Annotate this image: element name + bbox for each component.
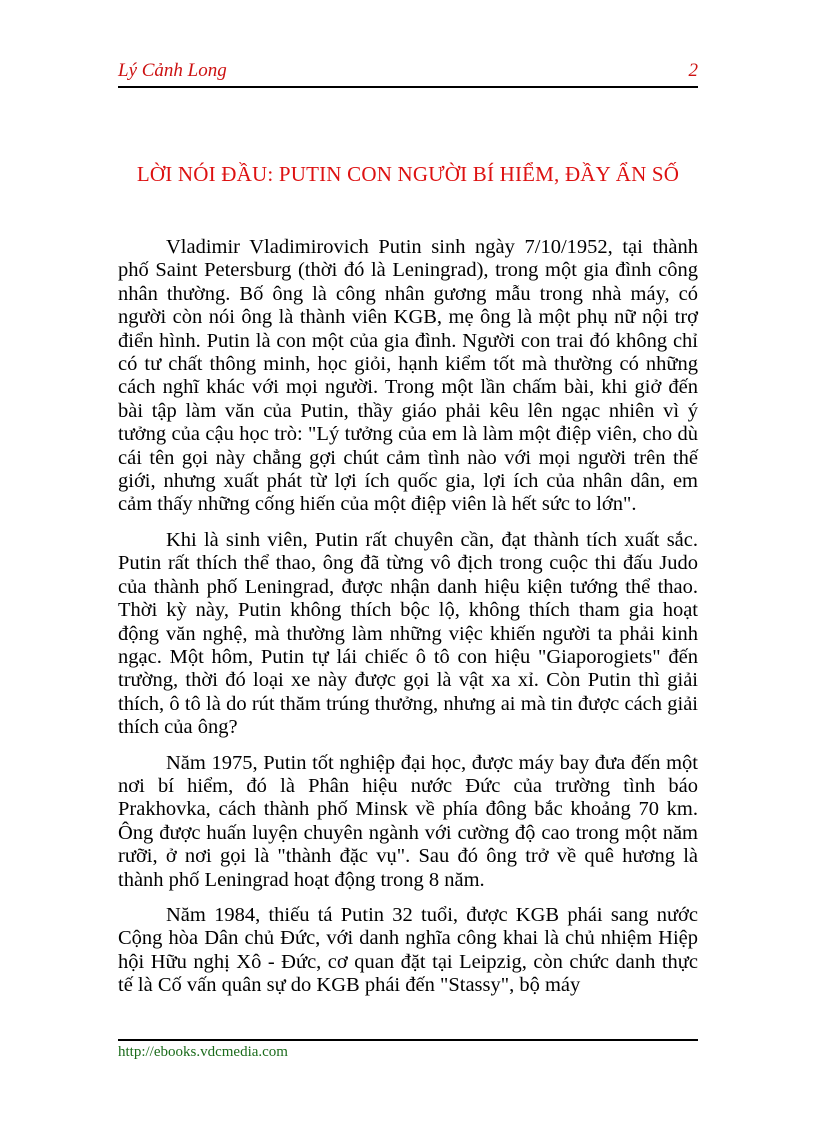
page-number: 2 (688, 60, 698, 81)
paragraph: Năm 1975, Putin tốt nghiệp đại học, được máy bay đưa đến một nơi bí hiểm, đó là Phân hiệu nước Đức của trường tình báo Prakhovka, cách thành phố Minsk về phía đông bắc khoảng 70 km. Ông được huấn luyện chuyên ngành với cường độ cao trong một năm rưỡi, ở nơi gọi là "thành đặc vụ". Sau đó ông trở về quê hương là thành phố Leningrad hoạt động trong 8 năm. (118, 751, 698, 891)
page-header (118, 58, 698, 86)
paragraph: Năm 1984, thiếu tá Putin 32 tuổi, được KGB phái sang nước Cộng hòa Dân chủ Đức, với danh nghĩa công khai là chủ nhiệm Hiệp hội Hữu nghị Xô - Đức, cơ quan đặt tại Leipzig, còn chức danh thực tế là Cố vấn quân sự do KGB phái đến "Stassy", bộ máy (118, 903, 698, 997)
footer-divider (118, 1039, 698, 1041)
paragraph: Vladimir Vladimirovich Putin sinh ngày 7/10/1952, tại thành phố Saint Petersburg (thời đó là Leningrad), trong một gia đình công nhân thường. Bố ông là công nhân gương mẫu trong nhà máy, có người còn nói ông là thành viên KGB, mẹ ông là một phụ nữ nội trợ điển hình. Putin là con một của gia đình. Người con trai đó không chỉ có tư chất thông minh, học giỏi, hạnh kiểm tốt mà thường có những cách nghĩ khác với mọi người. Trong một lần chấm bài, khi giở đến bài tập làm văn của Putin, thầy giáo phải kêu lên ngạc nhiên vì ý tưởng của cậu học trò: "Lý tưởng của em là làm một điệp viên, cho dù cái tên gọi này chẳng gợi chút cảm tình nào với mọi người trên thế giới, nhưng xuất phát từ lợi ích quốc gia, lợi ích của nhân dân, em cảm thấy những cống hiến của một điệp viên là hết sức to lớn". (118, 236, 698, 516)
header-author: Lý Cảnh Long (118, 60, 227, 81)
header-divider (118, 86, 698, 88)
body-text (118, 236, 698, 1010)
chapter-title: LỜI NÓI ĐẦU: PUTIN CON NGƯỜI BÍ HIỂM, ĐẦY ẨN SỐ (136, 162, 680, 186)
footer-url-link[interactable]: http://ebooks.vdcmedia.com (118, 1044, 288, 1060)
paragraph: Khi là sinh viên, Putin rất chuyên cần, đạt thành tích xuất sắc. Putin rất thích thể thao, ông đã từng vô địch trong cuộc thi đấu Judo của thành phố Leningrad, được nhận danh hiệu kiện tướng thể thao. Thời kỳ này, Putin không thích bộc lộ, không thích tham gia hoạt động văn nghệ, mà thường làm những việc khiến người ta phải kinh ngạc. Một hôm, Putin tự lái chiếc ô tô con hiệu "Giaporogiets" đến trường, thời đó loại xe này được gọi là vật xa xỉ. Còn Putin thì giải thích, ô tô là do rút thăm trúng thưởng, nhưng ai mà tin được cách giải thích của ông? (118, 528, 698, 739)
